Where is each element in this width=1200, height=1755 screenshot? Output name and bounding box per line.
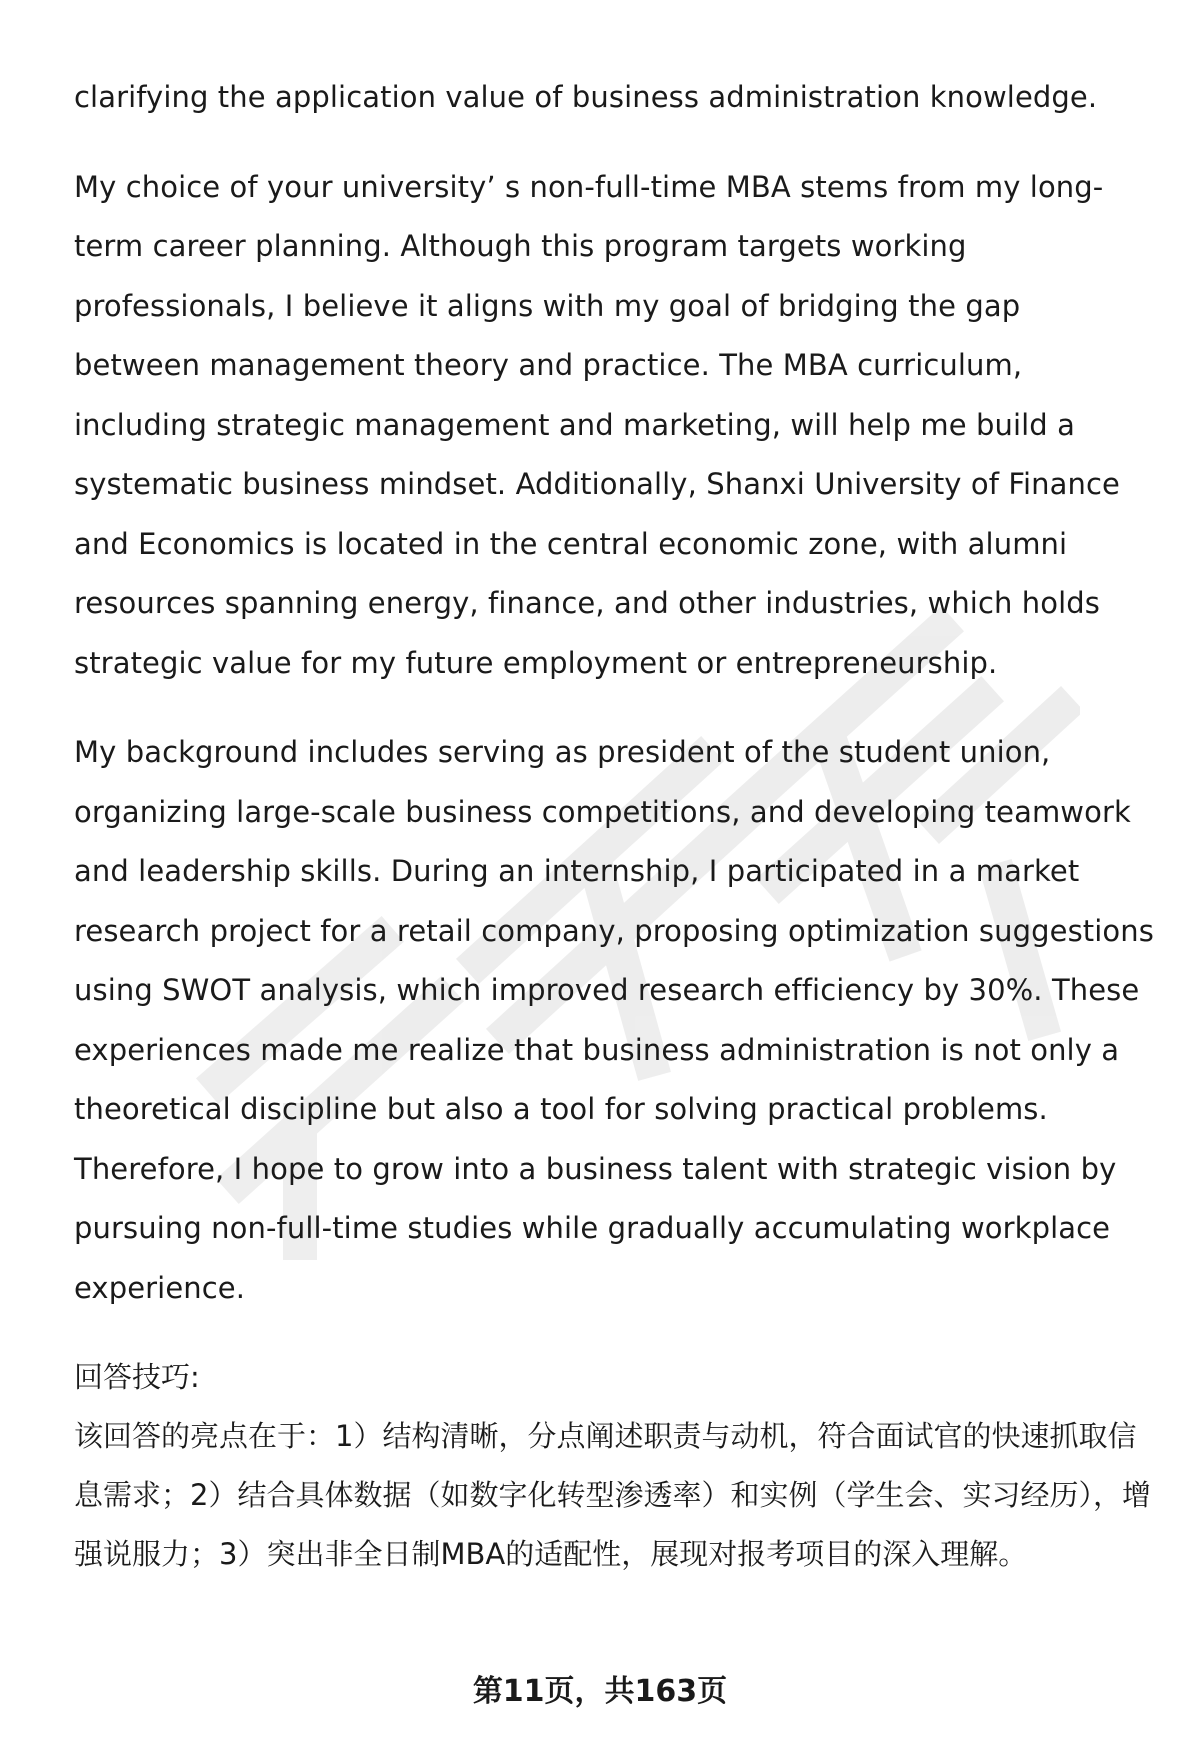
main-content: [74, 68, 1154, 1584]
paragraph-2: My choice of your university’ s non-full-time MBA stems from my long-term career planning. Although this program targets working professionals, I believe it aligns with my goal of bridging the gap between management theory and practice. The MBA curriculum, including strategic management and marketing, will help me build a systematic business mindset. Additionally, Shanxi University of Finance and Economics is located in the central economic zone, with alumni resources spanning energy, finance, and other industries, which holds strategic value for my future employment or entrepreneurship.: [74, 169, 1121, 680]
paragraph-1: clarifying the application value of business administration knowledge.: [74, 80, 1098, 114]
page-number: 第11页，共163页: [472, 1674, 728, 1709]
tips-body: 该回答的亮点在于：1）结构清晰，分点阐述职责与动机，符合面试官的快速抓取信息需求；2）结合具体数据（如数字化转型渗透率）和实例（学生会、实习经历），增强说服力；3）突出非全日制MBA的适配性，展现对报考项目的深入理解。: [74, 1419, 1151, 1571]
answer-tips: [74, 1348, 1154, 1584]
paragraph-3: My background includes serving as president of the student union, organizing large-scale business competitions, and developing teamwork and leadership skills. During an internship, I participated in a market research project for a retail company, proposing optimization suggestions using SWOT analysis, which improved research efficiency by 30%. These experiences made me realize that business administration is not only a theoretical discipline but also a tool for solving practical problems. Therefore, I hope to grow into a business talent with strategic vision by pursuing non-full-time studies while gradually accumulating workplace experience.: [74, 735, 1154, 1305]
tips-title: 回答技巧:: [74, 1360, 200, 1394]
